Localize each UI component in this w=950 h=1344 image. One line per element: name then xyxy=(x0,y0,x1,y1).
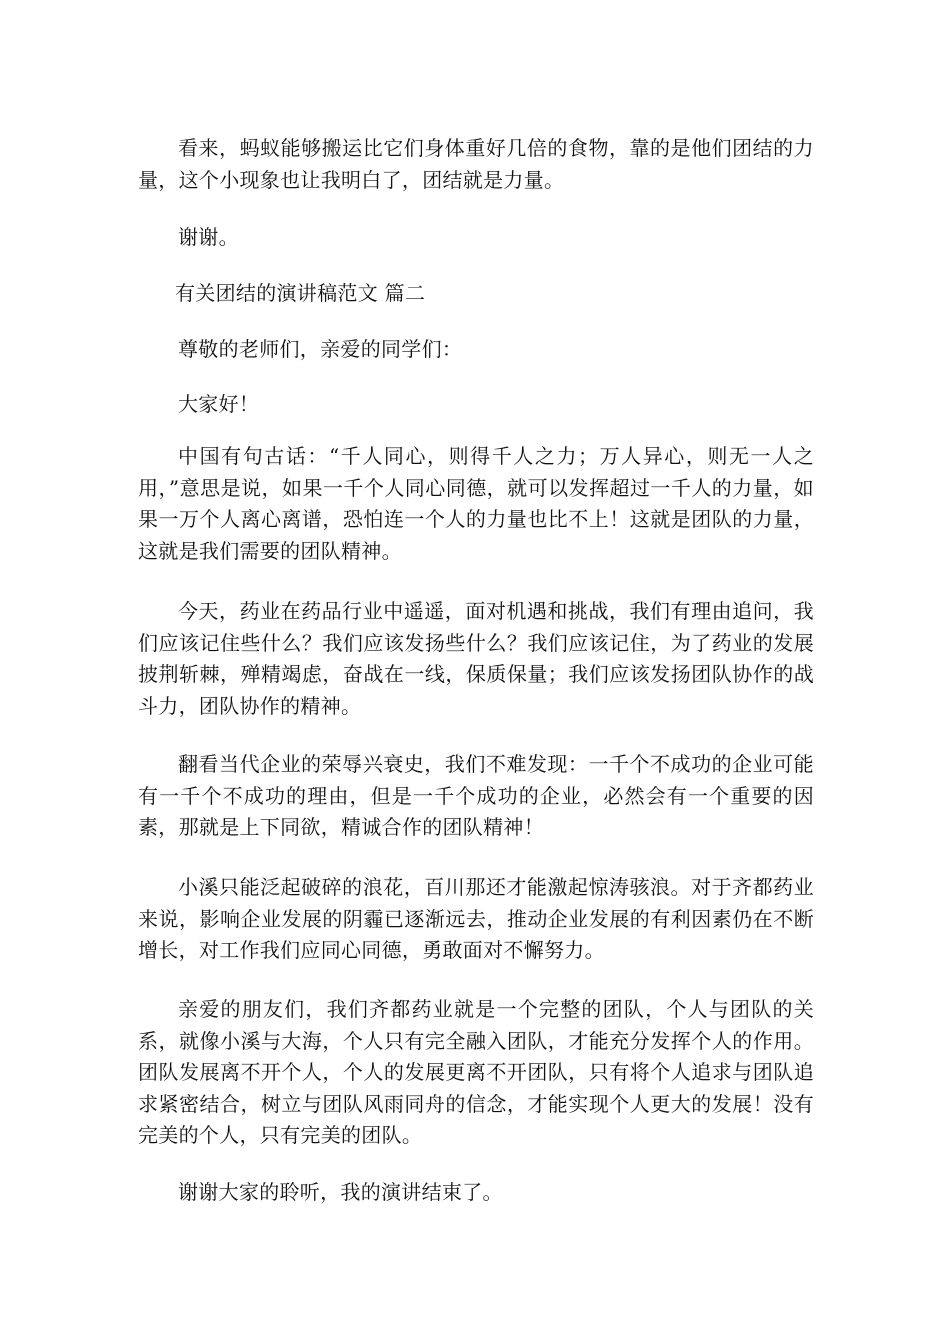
paragraph-thanks: 谢谢。 xyxy=(178,225,239,249)
paragraph-salutation: 尊敬的老师们，亲爱的同学们： xyxy=(178,337,463,361)
paragraph-today: 今天，药业在药品行业中遥遥，面对机遇和挑战，我们有理由追问，我们应该记住些什么？我们应该发扬些什么？我们应该记住，为了药业的发展披荆斩棘，殚精竭虑，奋战在一线，保质保量；我们应该发扬团队协作的战斗力，团队协作的精神。 xyxy=(138,599,814,718)
paragraph-ancient-saying: 中国有句古话：“千人同心，则得千人之力；万人异心，则无一人之用，”意思是说，如果一千个人同心同德，就可以发挥超过一千人的力量，如果一万个人离心离谱，恐怕连一个人的力量也比不上！这就是团队的力量，这就是我们需要的团队精神。 xyxy=(138,444,814,563)
section-title: 有关团结的演讲稿范文 篇二 xyxy=(175,281,426,305)
paragraph-ants-conclusion: 看来，蚂蚁能够搬运比它们身体重好几倍的食物，靠的是他们团结的力量，这个小现象也让我明白了，团结就是力量。 xyxy=(138,136,814,192)
paragraph-friends: 亲爱的朋友们，我们齐都药业就是一个完整的团队，个人与团队的关系，就像小溪与大海，个人只有完全融入团队，才能充分发挥个人的作用。团队发展离不开个人，个人的发展更离不开团队，只有将个人追求与团队追求紧密结合，树立与团队风雨同舟的信念，才能实现个人更大的发展！没有完美的个人，只有完美的团队。 xyxy=(138,997,814,1147)
paragraph-streams: 小溪只能泛起破碎的浪花，百川那还才能激起惊涛骇浪。对于齐都药业来说，影响企业发展的阴霾已逐渐远去，推动企业发展的有利因素仍在不断增长，对工作我们应同心同德，勇敢面对不懈努力。 xyxy=(138,875,814,962)
paragraph-closing: 谢谢大家的聆听，我的演讲结束了。 xyxy=(178,1180,503,1204)
paragraph-greeting: 大家好！ xyxy=(178,392,260,416)
paragraph-enterprise-history: 翻看当代企业的荣辱兴衰史，我们不难发现：一千个不成功的企业可能有一千个不成功的理由，但是一千个成功的企业，必然会有一个重要的因素，那就是上下同欲，精诚合作的团队精神！ xyxy=(138,752,814,839)
